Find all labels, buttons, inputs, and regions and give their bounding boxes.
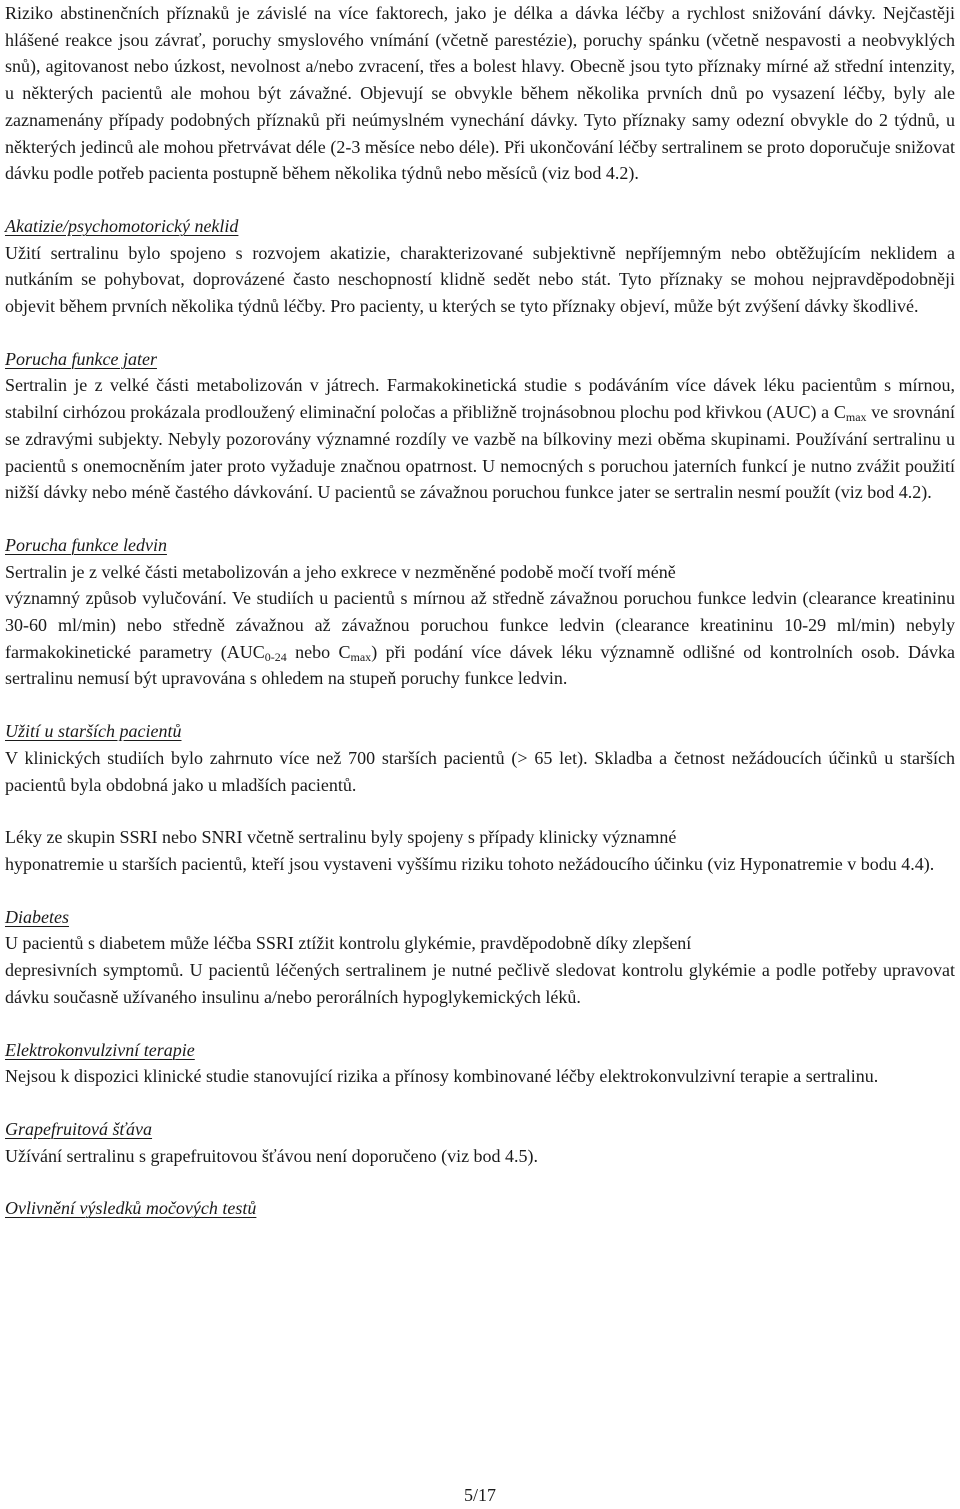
ekt-paragraph: Nejsou k dispozici klinické studie stanovující rizika a přínosy kombinované léčby elektrokonvulzivní terapie a sertralinu. [5, 1066, 879, 1087]
ledvin-text-b: nebo C [286, 641, 351, 662]
grapefruit-paragraph: Užívání sertralinu s grapefruitovou šťávou není doporučeno (viz bod 4.5). [5, 1145, 539, 1166]
starsi-ssri-paragraph: hyponatremie u starších pacientů, kteří jsou vystaveni vyššímu riziku tohoto nežádoucího účinku (viz Hyponatremie v bodu 4.4). [5, 853, 935, 874]
akatizie-paragraph: Užití sertralinu bylo spojeno s rozvojem akatizie, charakterizované subjektivně nepříjemným nebo obtěžujícím neklidem a nutkáním se pohybovat, doprovázené často neschopností klidně sedět nebo stát. Tyto příznaky se mohou nejpravděpodobněji objevit během prvních několika týdnů léčby. Pro pacienty, u kterých se tyto příznaky objeví, může být zvýšení dávky škodlivé. [5, 242, 955, 317]
jater-paragraph [5, 372, 955, 506]
ledvin-first-line: Sertralin je z velké části metabolizován a jeho exkrece v nezměněné podobě močí tvoří méně [5, 561, 676, 582]
section-heading-mocovych: Ovlivnění výsledků močových testů [5, 1198, 257, 1219]
diabetes-first-line: U pacientů s diabetem může léčba SSRI ztížit kontrolu glykémie, pravděpodobně díky zlepšení [5, 933, 692, 954]
jater-text-a: Sertralin je z velké části metabolizován v játrech. Farmakokinetická studie s podáváním více dávek léku pacientům s mírnou, stabilní cirhózou prokázala prodloužený eliminační poločas a přibližně trojnásobnou plochu pod křivkou (AUC) a C [5, 375, 955, 423]
section-heading-diabetes: Diabetes [5, 906, 69, 927]
cmax-subscript: max [350, 649, 372, 664]
intro-paragraph: Riziko abstinenčních příznaků je závislé na více faktorech, jako je délka a dávka léčby a rychlost snižování dávky. Nejčastěji hlášené reakce jsou závrať, poruchy smyslového vnímání (včetně parestézie), poruchy spánku (včetně nespavosti a neobvyklých snů), agitovanost nebo úzkost, nevolnost a/nebo zvracení, třes a bolest hlavy. Obecně jsou tyto příznaky mírné až střední intenzity, u některých pacientů ale mohou být závažné. Objevují se obvykle během několika prvních dnů po vysazení léčby, byly ale zaznamenány případy podobných příznaků při neúmyslném vynechání dávky. Tyto příznaky samy odezní obvykle do 2 týdnů, u některých jedinců ale mohou přetrvávat déle (2-3 měsíce nebo déle). Při ukončování léčby sertralinem se proto doporučuje snižovat dávku podle potřeb pacienta postupně během několika týdnů nebo měsíců (viz bod 4.2). [5, 3, 955, 184]
section-heading-starsi: Užití u starších pacientů [5, 721, 182, 742]
ledvin-text-a: významný způsob vylučování. Ve studiích u pacientů s mírnou až středně závažnou poruchou funkce ledvin (clearance kreatininu 30-60 ml/min) nebo středně závažnou až závažnou poruchou funkce ledvin (clearance kreatininu 10-29 ml/min) nebyly farmakokinetické parametry (AUC [5, 588, 955, 662]
section-heading-akatizie: Akatizie/psychomotorický neklid [5, 215, 239, 236]
cmax-subscript: max [845, 410, 867, 425]
diabetes-paragraph: depresivních symptomů. U pacientů léčených sertralinem je nutné pečlivě sledovat kontrolu glykémie a podle potřeby upravovat dávku současně užívaného insulinu a/nebo perorálních hypoglykemických léků. [5, 960, 955, 1007]
starsi-paragraph: V klinických studiích bylo zahrnuto více než 700 starších pacientů (> 65 let). Skladba a četnost nežádoucích účinků u starších pacientů byla obdobná jako u mladších pacientů. [5, 747, 955, 795]
section-heading-ekt: Elektrokonvulzivní terapie [5, 1039, 195, 1060]
document-page [5, 0, 955, 1222]
section-heading-grapefruit: Grapefruitová šťáva [5, 1118, 153, 1139]
jater-text-b: ve srovnání se zdravými subjekty. Nebyly pozorovány významné rozdíly ve vazbě na bílkoviny mezi oběma skupinami. Používání sertralinu u pacientů s onemocněním jater proto vyžaduje značnou opatrnost. U nemocných s poruchou jaterních funkcí je nutno zvážit použití nižší dávky nebo méně častého dávkování. U pacientů se závažnou poruchou funkce jater se sertralin nesmí použít (viz bod 4.2). [5, 402, 955, 503]
section-heading-jater: Porucha funkce jater [5, 348, 157, 369]
section-heading-ledvin: Porucha funkce ledvin [5, 534, 167, 555]
starsi-ssri-first-line: Léky ze skupin SSRI nebo SNRI včetně sertralinu byly spojeny s případy klinicky významné [5, 827, 677, 848]
ledvin-paragraph [5, 585, 955, 692]
auc-subscript: 0-24 [264, 649, 287, 664]
page-number: 5/17 [463, 1485, 496, 1505]
ledvin-text-c: ) při podání více dávek léku významně odlišné od kontrolních osob. Dávka sertralinu nemusí být upravována s ohledem na stupeň poruchy funkce ledvin. [5, 641, 955, 689]
